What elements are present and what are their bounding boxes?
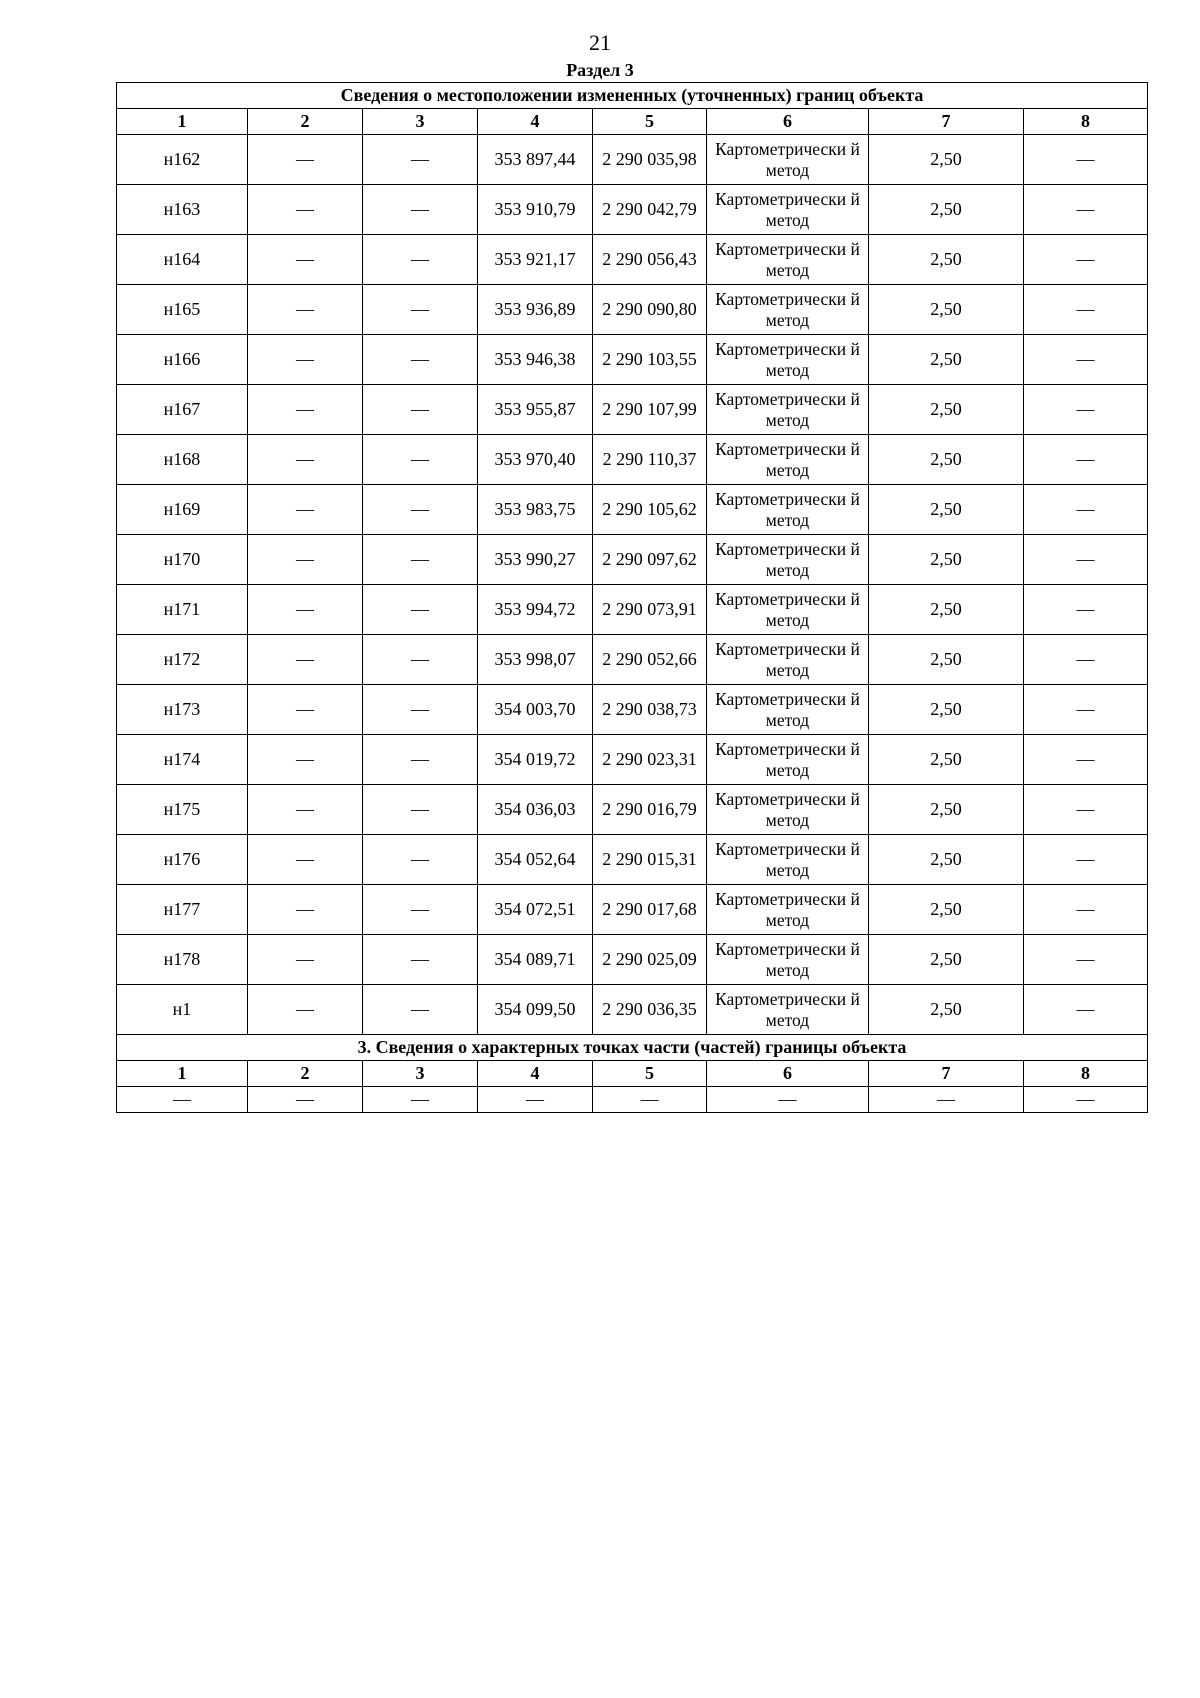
table-cell: — bbox=[363, 835, 478, 885]
table-cell: 354 052,64 bbox=[478, 835, 593, 885]
table-cell: — bbox=[1024, 835, 1148, 885]
boundary-table bbox=[116, 82, 1148, 1113]
table-cell: 353 990,27 bbox=[478, 535, 593, 585]
table-cell: 2,50 bbox=[869, 335, 1024, 385]
table-cell: — bbox=[248, 185, 363, 235]
table-row bbox=[117, 585, 1148, 635]
table-cell: 2 290 035,98 bbox=[593, 135, 707, 185]
table-cell: 353 983,75 bbox=[478, 485, 593, 535]
table-row bbox=[117, 785, 1148, 835]
table-cell: 2 290 025,09 bbox=[593, 935, 707, 985]
table-cell: Картометрически й метод bbox=[707, 985, 869, 1035]
column-number: 8 bbox=[1024, 109, 1148, 135]
table-cell: — bbox=[1024, 985, 1148, 1035]
column-number: 3 bbox=[363, 109, 478, 135]
table-row bbox=[117, 685, 1148, 735]
table-cell: — bbox=[1024, 335, 1148, 385]
column-number: 7 bbox=[869, 109, 1024, 135]
table-cell: — bbox=[248, 835, 363, 885]
subsection-caption: 3. Сведения о характерных точках части (частей) границы объекта bbox=[117, 1035, 1148, 1061]
column-number: 6 bbox=[707, 1061, 869, 1087]
table-cell: 2 290 056,43 bbox=[593, 235, 707, 285]
table-cell: — bbox=[248, 935, 363, 985]
table-cell: 353 946,38 bbox=[478, 335, 593, 385]
table-cell: — bbox=[1024, 485, 1148, 535]
table-cell: 2,50 bbox=[869, 435, 1024, 485]
table-cell: 2 290 103,55 bbox=[593, 335, 707, 385]
table-row bbox=[117, 385, 1148, 435]
table-cell: — bbox=[248, 135, 363, 185]
column-number: 7 bbox=[869, 1061, 1024, 1087]
table-cell: — bbox=[248, 485, 363, 535]
table-cell: — bbox=[1024, 585, 1148, 635]
table-row bbox=[117, 335, 1148, 385]
table-cell: Картометрически й метод bbox=[707, 585, 869, 635]
table-cell: — bbox=[1024, 685, 1148, 735]
table-cell: 354 089,71 bbox=[478, 935, 593, 985]
table-cell: — bbox=[1024, 385, 1148, 435]
table-cell: — bbox=[363, 685, 478, 735]
table-cell: 354 072,51 bbox=[478, 885, 593, 935]
table-cell: н165 bbox=[117, 285, 248, 335]
table-cell: — bbox=[363, 485, 478, 535]
table-cell: 354 003,70 bbox=[478, 685, 593, 735]
table-cell: 354 036,03 bbox=[478, 785, 593, 835]
table-cell: — bbox=[1024, 885, 1148, 935]
table-cell: Картометрически й метод bbox=[707, 785, 869, 835]
table-cell: — bbox=[869, 1087, 1024, 1113]
table-body bbox=[117, 83, 1148, 1113]
table-cell: 353 994,72 bbox=[478, 585, 593, 635]
table-cell: 2 290 042,79 bbox=[593, 185, 707, 235]
table-cell: — bbox=[363, 435, 478, 485]
table-cell: н176 bbox=[117, 835, 248, 885]
table-cell: 2 290 036,35 bbox=[593, 985, 707, 1035]
table-cell: Картометрически й метод bbox=[707, 935, 869, 985]
column-number: 4 bbox=[478, 109, 593, 135]
table-cell: н177 bbox=[117, 885, 248, 935]
table-row bbox=[117, 935, 1148, 985]
table-cell: н173 bbox=[117, 685, 248, 735]
table-cell: Картометрически й метод bbox=[707, 335, 869, 385]
column-number: 1 bbox=[117, 1061, 248, 1087]
table-cell: 2 290 090,80 bbox=[593, 285, 707, 335]
table-cell: Картометрически й метод bbox=[707, 535, 869, 585]
table-cell: Картометрически й метод bbox=[707, 485, 869, 535]
table-cell: — bbox=[363, 135, 478, 185]
table-row bbox=[117, 735, 1148, 785]
table-cell: 2,50 bbox=[869, 185, 1024, 235]
table-cell: — bbox=[363, 285, 478, 335]
table-cell: — bbox=[363, 935, 478, 985]
table-cell: — bbox=[248, 985, 363, 1035]
table-cell: — bbox=[363, 235, 478, 285]
table-cell: 2 290 073,91 bbox=[593, 585, 707, 635]
table-cell: — bbox=[1024, 435, 1148, 485]
table-cell: Картометрически й метод bbox=[707, 285, 869, 335]
table-row bbox=[117, 435, 1148, 485]
table-cell: — bbox=[248, 335, 363, 385]
table-cell: Картометрически й метод bbox=[707, 685, 869, 735]
table-cell: — bbox=[248, 1087, 363, 1113]
table-cell: 2 290 105,62 bbox=[593, 485, 707, 535]
column-number: 4 bbox=[478, 1061, 593, 1087]
table-row bbox=[117, 535, 1148, 585]
table-cell: Картометрически й метод bbox=[707, 635, 869, 685]
table-cell: — bbox=[248, 685, 363, 735]
table-cell: — bbox=[248, 585, 363, 635]
table-row bbox=[117, 135, 1148, 185]
table-cell: 2,50 bbox=[869, 735, 1024, 785]
table-cell: н172 bbox=[117, 635, 248, 685]
table-cell: — bbox=[1024, 635, 1148, 685]
table-cell: н169 bbox=[117, 485, 248, 535]
table-cell: — bbox=[1024, 935, 1148, 985]
table-row bbox=[117, 1087, 1148, 1113]
table-cell: 2,50 bbox=[869, 935, 1024, 985]
column-number: 8 bbox=[1024, 1061, 1148, 1087]
table-cell: 2 290 023,31 bbox=[593, 735, 707, 785]
table-cell: 2,50 bbox=[869, 235, 1024, 285]
table-cell: н171 bbox=[117, 585, 248, 635]
table-cell: 354 019,72 bbox=[478, 735, 593, 785]
table-cell: — bbox=[363, 985, 478, 1035]
column-number: 6 bbox=[707, 109, 869, 135]
table-cell: Картометрически й метод bbox=[707, 385, 869, 435]
table-cell: — bbox=[707, 1087, 869, 1113]
table-cell: н175 bbox=[117, 785, 248, 835]
table-cell: — bbox=[363, 635, 478, 685]
table-cell: — bbox=[248, 235, 363, 285]
table-cell: н162 bbox=[117, 135, 248, 185]
table-cell: 353 936,89 bbox=[478, 285, 593, 335]
table-cell: 353 921,17 bbox=[478, 235, 593, 285]
table-cell: — bbox=[363, 585, 478, 635]
table-cell: 2,50 bbox=[869, 885, 1024, 935]
table-cell: — bbox=[248, 385, 363, 435]
table-cell: н178 bbox=[117, 935, 248, 985]
table-cell: — bbox=[363, 885, 478, 935]
table-cell: — bbox=[1024, 285, 1148, 335]
table-row bbox=[117, 885, 1148, 935]
table-cell: н163 bbox=[117, 185, 248, 235]
table-cell: 2,50 bbox=[869, 385, 1024, 435]
column-number: 2 bbox=[248, 1061, 363, 1087]
table-cell: н1 bbox=[117, 985, 248, 1035]
table-row bbox=[117, 835, 1148, 885]
table-cell: 2 290 017,68 bbox=[593, 885, 707, 935]
column-number: 1 bbox=[117, 109, 248, 135]
table-cell: — bbox=[248, 535, 363, 585]
table-cell: — bbox=[1024, 1087, 1148, 1113]
table-cell: — bbox=[1024, 135, 1148, 185]
table-cell: 354 099,50 bbox=[478, 985, 593, 1035]
section-label: Раздел 3 bbox=[566, 60, 634, 80]
table-cell: Картометрически й метод bbox=[707, 435, 869, 485]
table-cell: 2,50 bbox=[869, 985, 1024, 1035]
table-cell: н168 bbox=[117, 435, 248, 485]
table-cell: Картометрически й метод bbox=[707, 185, 869, 235]
table-cell: — bbox=[363, 1087, 478, 1113]
table-cell: н166 bbox=[117, 335, 248, 385]
table-cell: — bbox=[248, 285, 363, 335]
table-cell: 2,50 bbox=[869, 535, 1024, 585]
table-cell: — bbox=[1024, 735, 1148, 785]
table-cell: — bbox=[363, 335, 478, 385]
table-caption-row bbox=[117, 83, 1148, 109]
table-cell: Картометрически й метод bbox=[707, 835, 869, 885]
table-row bbox=[117, 185, 1148, 235]
table-row bbox=[117, 635, 1148, 685]
column-number: 5 bbox=[593, 1061, 707, 1087]
table-cell: Картометрически й метод bbox=[707, 235, 869, 285]
column-number: 2 bbox=[248, 109, 363, 135]
column-number: 3 bbox=[363, 1061, 478, 1087]
table-cell: Картометрически й метод bbox=[707, 135, 869, 185]
table-cell: 353 910,79 bbox=[478, 185, 593, 235]
table-cell: — bbox=[363, 535, 478, 585]
table-cell: — bbox=[248, 735, 363, 785]
table-cell: н170 bbox=[117, 535, 248, 585]
table-cell: н164 bbox=[117, 235, 248, 285]
table-cell: 2 290 107,99 bbox=[593, 385, 707, 435]
table-cell: — bbox=[248, 785, 363, 835]
table-cell: — bbox=[363, 785, 478, 835]
table-cell: 2,50 bbox=[869, 835, 1024, 885]
table-cell: — bbox=[1024, 235, 1148, 285]
table-cell: — bbox=[478, 1087, 593, 1113]
table-cell: 2 290 110,37 bbox=[593, 435, 707, 485]
table-cell: — bbox=[248, 885, 363, 935]
table-row bbox=[117, 235, 1148, 285]
table-cell: 2,50 bbox=[869, 285, 1024, 335]
table-cell: 353 955,87 bbox=[478, 385, 593, 435]
table-cell: — bbox=[1024, 185, 1148, 235]
column-number-row bbox=[117, 1061, 1148, 1087]
table-row bbox=[117, 985, 1148, 1035]
table-caption: Сведения о местоположении измененных (уточненных) границ объекта bbox=[117, 83, 1148, 109]
table-cell: 2,50 bbox=[869, 785, 1024, 835]
table-cell: 2,50 bbox=[869, 585, 1024, 635]
table-row bbox=[117, 485, 1148, 535]
table-cell: 2,50 bbox=[869, 135, 1024, 185]
column-number-row bbox=[117, 109, 1148, 135]
table-cell: — bbox=[593, 1087, 707, 1113]
table-cell: 353 970,40 bbox=[478, 435, 593, 485]
table-cell: н167 bbox=[117, 385, 248, 435]
table-cell: — bbox=[1024, 535, 1148, 585]
table-cell: 353 998,07 bbox=[478, 635, 593, 685]
subsection-caption-row bbox=[117, 1035, 1148, 1061]
table-cell: — bbox=[363, 185, 478, 235]
table-cell: 2,50 bbox=[869, 485, 1024, 535]
table-cell: 2 290 038,73 bbox=[593, 685, 707, 735]
table-cell: 2 290 097,62 bbox=[593, 535, 707, 585]
table-cell: 353 897,44 bbox=[478, 135, 593, 185]
table-row bbox=[117, 285, 1148, 335]
table-cell: — bbox=[248, 435, 363, 485]
table-cell: н174 bbox=[117, 735, 248, 785]
table-cell: 2,50 bbox=[869, 685, 1024, 735]
table-cell: — bbox=[248, 635, 363, 685]
table-cell: — bbox=[363, 735, 478, 785]
table-cell: 2,50 bbox=[869, 635, 1024, 685]
column-number: 5 bbox=[593, 109, 707, 135]
table-cell: Картометрически й метод bbox=[707, 885, 869, 935]
table-cell: 2 290 016,79 bbox=[593, 785, 707, 835]
table-cell: — bbox=[363, 385, 478, 435]
table-cell: — bbox=[117, 1087, 248, 1113]
page-number: 21 bbox=[589, 30, 611, 55]
table-cell: Картометрически й метод bbox=[707, 735, 869, 785]
table-cell: 2 290 015,31 bbox=[593, 835, 707, 885]
table-cell: 2 290 052,66 bbox=[593, 635, 707, 685]
table-cell: — bbox=[1024, 785, 1148, 835]
